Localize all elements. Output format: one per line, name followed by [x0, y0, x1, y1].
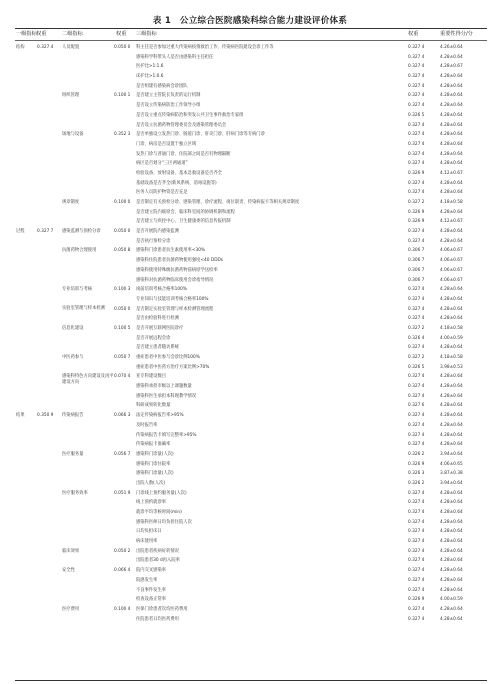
score-cell: 4.06±0.67 [440, 277, 463, 283]
weight3-cell: 0.327 4 [408, 616, 425, 622]
weight3-cell: 0.327 2 [408, 355, 425, 360]
score-cell: 4.28±0.64 [440, 548, 463, 554]
score-cell: 4.28±0.64 [440, 209, 463, 215]
weight3-cell: 0.327 4 [408, 132, 425, 138]
table-row [15, 140, 487, 150]
level3-cell: 检查设备正常率 [136, 597, 167, 603]
table-row [15, 159, 487, 169]
table-row [15, 111, 487, 121]
weight3-cell: 0.306 7 [408, 248, 425, 254]
level3-cell: 专业知识与技能培训考核合格率100% [136, 296, 209, 302]
score-cell: 4.28±0.64 [440, 151, 463, 157]
weight3-cell: 0.327 4 [408, 519, 425, 525]
score-cell: 4.28±0.64 [440, 403, 463, 409]
level3-cell: 感染科门诊患者抗生素使用率<30% [136, 248, 206, 254]
weight3-cell: 0.327 4 [408, 238, 425, 244]
weight3-cell: 0.327 4 [408, 384, 425, 390]
weight2-cell: 0.051 9 [114, 490, 131, 496]
level3-cell: 是否制定有关预检分诊、感染管理、诊疗流程、岗位职责、传染病报卡等相关规章制度 [136, 200, 300, 205]
weight3-cell: 0.326 9 [408, 597, 425, 603]
table-row [15, 576, 487, 586]
level3-cell: 日均负担床日 [136, 529, 162, 535]
weight3-cell: 0.327 4 [408, 413, 425, 419]
level2-cell: 组织管理 [62, 93, 80, 99]
weight2-cell: 0.100 1 [114, 93, 131, 99]
table-row [15, 431, 487, 441]
level3-cell: 及时报告率 [136, 422, 158, 428]
level3-cell: 住院患者日均医药费用 [136, 616, 179, 622]
score-cell: 4.12±0.67 [440, 219, 463, 225]
level2-cell: 中医药参与 [62, 355, 84, 360]
table-row [15, 605, 487, 615]
header-weight3: 权重 [408, 31, 419, 37]
weight3-cell: 0.327 4 [408, 45, 425, 50]
level3-cell: 是否建立院内联席会、临床科室间的协调机制和流程 [136, 209, 235, 215]
table-row [15, 150, 487, 160]
table-row [15, 91, 487, 101]
score-cell: 4.28±0.64 [440, 74, 463, 80]
table-row [15, 489, 487, 499]
weight3-cell: 0.327 4 [408, 287, 425, 293]
table-row [15, 498, 487, 508]
weight3-cell: 0.327 4 [408, 422, 425, 428]
score-cell: 4.28±0.64 [440, 442, 463, 448]
level1-cell: 过程 [16, 229, 25, 235]
table-row [15, 62, 487, 72]
weight2-cell: 0.100 4 [114, 606, 131, 612]
table-row [15, 53, 487, 63]
score-cell: 4.00±0.59 [440, 597, 463, 603]
table-row [15, 285, 487, 295]
table-row [15, 305, 487, 315]
level2-cell: 实验室管理与样本检测 [62, 306, 105, 312]
weight3-cell: 0.306 7 [408, 277, 425, 283]
header-weight2: 权重 [116, 31, 127, 37]
score-cell: 4.28±0.64 [440, 112, 463, 118]
level3-cell: 门诊、病房是否设置于独立区域 [136, 141, 197, 147]
table-row [15, 527, 487, 537]
weight3-cell: 0.327 4 [408, 587, 425, 593]
table-row [15, 82, 487, 92]
level2-cell: 抗菌药物合理使用 [62, 247, 97, 253]
level3-cell: 传染病报卡准确率 [136, 442, 171, 448]
level2-cell: 人员配置 [62, 45, 80, 50]
level2-cell: 感染科特色方向建设及再平建设方向 [62, 373, 114, 386]
score-cell: 4.28±0.64 [440, 558, 463, 564]
score-cell: 3.87±0.38 [440, 471, 463, 477]
score-cell: 4.28±0.64 [440, 316, 463, 322]
table-row [15, 411, 487, 421]
weight3-cell: 0.327 2 [408, 200, 425, 205]
level3-cell: 基础设备是否齐全(新风系统、消毒设施等) [136, 180, 217, 186]
level2-cell: 医疗服务量 [62, 451, 84, 457]
level2-cell: 医疗费用 [62, 606, 80, 612]
level1-cell: 结果 [16, 413, 25, 419]
weight2-cell: 0.070 4 [114, 374, 131, 380]
weight3-cell: 0.327 4 [408, 306, 425, 312]
score-cell: 4.28±0.64 [440, 103, 463, 109]
weight3-cell: 0.327 4 [408, 190, 425, 196]
score-cell: 3.94±0.64 [440, 451, 463, 457]
table-row [15, 276, 487, 286]
weight2-cell: 0.050 2 [114, 548, 131, 554]
score-cell: 4.28±0.64 [440, 190, 463, 196]
score-cell: 4.18±0.58 [440, 200, 463, 205]
level3-cell: 是否执行预检分诊 [136, 238, 171, 244]
weight3-cell: 0.327 4 [408, 568, 425, 574]
weight2-cell: 0.100 3 [114, 287, 131, 293]
level3-cell: 感染科医生承担本科理教学情况 [136, 393, 197, 399]
table-row [15, 421, 487, 431]
weight3-cell: 0.326 9 [408, 209, 425, 215]
level3-cell: 床护比>1:0.6 [136, 74, 164, 80]
table-row [15, 343, 487, 353]
weight1-cell: 0.327 7 [37, 229, 54, 235]
level3-cell: 出院人数(人次) [136, 480, 166, 486]
level3-cell: 检验设备、放射设备、基本急救设备是否齐全 [136, 170, 222, 176]
level3-cell: 感染科承担市级以上课题数量 [136, 384, 192, 390]
level3-cell: 出院患者疾病好转情况 [136, 548, 179, 554]
weight2-cell: 0.066 3 [114, 413, 131, 419]
score-cell: 4.28±0.64 [440, 374, 463, 380]
weight3-cell: 0.327 4 [408, 122, 425, 128]
level3-cell: 感染科门诊住院率 [136, 461, 171, 467]
level2-cell: 信息化建设 [62, 325, 84, 331]
table-row [15, 392, 487, 402]
score-cell: 4.28±0.64 [440, 577, 463, 583]
weight3-cell: 0.327 4 [408, 490, 425, 496]
level3-cell: 感染科学科带头人是否由感染科主任担任 [136, 54, 214, 60]
level3-cell: 感染科医师日均负担住院人次 [136, 519, 192, 525]
level2-cell: 专业培训与考核 [62, 286, 93, 292]
table-row [15, 547, 487, 557]
level3-cell: 是否制定实验室管理与样本检测管理流程 [136, 306, 214, 312]
table-row [15, 508, 487, 518]
score-cell: 4.28±0.64 [440, 510, 463, 515]
weight3-cell: 0.327 4 [408, 529, 425, 535]
table-row [15, 314, 487, 324]
weight1-cell: 0.350 9 [37, 413, 54, 419]
weight3-cell: 0.327 4 [408, 393, 425, 399]
weight2-cell: 0.100 0 [114, 200, 131, 205]
table-row [15, 363, 487, 373]
weight3-cell: 0.327 2 [408, 325, 425, 331]
level3-cell: 病床使用率 [136, 539, 158, 545]
level3-cell: 门诊线上预约服务量(人次) [136, 490, 187, 496]
score-cell: 4.28±0.64 [440, 141, 463, 147]
level3-cell: 是否建立主管院长负责的运行机制 [136, 93, 201, 99]
score-cell: 4.28±0.64 [440, 606, 463, 612]
score-cell: 4.28±0.67 [440, 64, 463, 70]
score-cell: 4.06±0.65 [440, 461, 463, 467]
header-rule [15, 40, 487, 41]
top-rule [15, 28, 487, 29]
level2-cell: 传染病报告 [62, 413, 84, 419]
header-weight1: 权重 [36, 31, 47, 37]
weight3-cell: 0.326 5 [408, 112, 425, 118]
score-cell: 4.28±0.64 [440, 529, 463, 535]
weight3-cell: 0.327 4 [408, 93, 425, 99]
weight3-cell: 0.326 9 [408, 219, 425, 225]
table-row [15, 217, 487, 227]
header-level2: 二级指标 [62, 31, 83, 37]
table-row [15, 246, 487, 256]
weight3-cell: 0.327 6 [408, 403, 425, 409]
score-cell: 4.28±0.64 [440, 93, 463, 99]
level3-cell: 院感发生率 [136, 577, 158, 583]
level3-cell: 出院患者30 d再入院率 [136, 558, 180, 564]
table-row [15, 130, 487, 140]
score-cell: 4.28±0.64 [440, 132, 463, 138]
weight2-cell: 0.066 4 [114, 568, 131, 574]
header-level3: 三级指标 [136, 31, 157, 37]
table-row [15, 537, 487, 547]
score-cell: 4.28±0.64 [440, 587, 463, 593]
score-cell: 4.28±0.64 [440, 432, 463, 438]
weight3-cell: 0.327 4 [408, 432, 425, 438]
table-row [15, 121, 487, 131]
level3-cell: 科主任是否参加过重大传染病疫情救治工作、传染病医院建设会诊工作等 [136, 45, 274, 50]
level3-cell: 医护比>1:1.6 [136, 64, 164, 70]
score-cell: 4.28±0.64 [440, 122, 463, 128]
level3-cell: 是否建立患者随访系统 [136, 345, 179, 351]
score-cell: 4.28±0.64 [440, 161, 463, 167]
score-cell: 4.28±0.64 [440, 83, 463, 89]
weight2-cell: 0.050 8 [114, 248, 131, 254]
table-row [15, 595, 487, 605]
table-row [15, 615, 487, 625]
level1-cell: 结构 [16, 45, 25, 50]
level2-cell: 安全性 [62, 568, 75, 574]
score-cell: 4.28±0.64 [440, 238, 463, 244]
level3-cell: 感染科门诊量(人次) [136, 471, 174, 477]
weight3-cell: 0.327 4 [408, 180, 425, 186]
level2-cell: 临床效果 [62, 548, 80, 554]
table-row [15, 101, 487, 111]
score-cell: 4.18±0.58 [440, 325, 463, 331]
score-cell: 4.28±0.64 [440, 616, 463, 622]
weight3-cell: 0.327 4 [408, 151, 425, 157]
level3-cell: 岗前培训考核合格率100% [136, 287, 187, 293]
level3-cell: 医保门诊患者次均医药费用 [136, 606, 188, 612]
level2-cell: 场地与设备 [62, 132, 84, 138]
score-cell: 4.28±0.64 [440, 306, 463, 312]
table-row [15, 43, 487, 53]
level3-cell: 不良事件发生率 [136, 587, 167, 593]
weight3-cell: 0.326 9 [408, 170, 425, 176]
weight3-cell: 0.327 4 [408, 539, 425, 545]
level3-cell: 病区是否划分“三区两通道” [136, 161, 188, 167]
level3-cell: 科研成果转化数量 [136, 403, 171, 409]
weight2-cell: 0.050 7 [114, 355, 131, 360]
score-cell: 4.28±0.64 [440, 413, 463, 419]
table-row [15, 440, 487, 450]
level3-cell: 亚专科建设数目 [136, 374, 167, 380]
score-cell: 4.28±0.64 [440, 422, 463, 428]
table-row [15, 372, 487, 386]
level3-cell: 是否组建有感染病会诊团队 [136, 83, 188, 89]
table-row [15, 324, 487, 334]
header-score: 重要性得分/分 [440, 31, 473, 37]
table-row [15, 227, 487, 237]
level3-cell: 是否设立重点传染病防治和突发公共卫生事件救治专家组 [136, 112, 244, 118]
weight3-cell: 0.306 7 [408, 267, 425, 273]
level3-cell: 线上预约就诊率 [136, 500, 167, 506]
weight3-cell: 0.326 3 [408, 471, 425, 477]
weight3-cell: 0.327 4 [408, 229, 425, 235]
weight3-cell: 0.327 4 [408, 510, 425, 515]
level3-cell: 感染科门诊量(人次) [136, 451, 174, 457]
weight3-cell: 0.327 4 [408, 103, 425, 109]
table-row [15, 353, 487, 363]
score-cell: 4.28±0.64 [440, 345, 463, 351]
weight3-cell: 0.327 4 [408, 606, 425, 612]
weight2-cell: 0.050 0 [114, 306, 131, 312]
table-row [15, 450, 487, 460]
level3-cell: 感染科对抗菌药物临床使用会诊指导情况 [136, 277, 214, 283]
score-cell: 4.12±0.67 [440, 170, 463, 176]
weight3-cell: 0.327 4 [408, 74, 425, 80]
level3-cell: 是否设立抗菌药物管理委员会及感染管理委员会 [136, 122, 227, 128]
weight3-cell: 0.327 4 [408, 577, 425, 583]
score-cell: 4.06±0.67 [440, 248, 463, 254]
weight3-cell: 0.327 4 [408, 316, 425, 322]
weight2-cell: 0.056 7 [114, 451, 131, 457]
weight3-cell: 0.327 4 [408, 54, 425, 60]
level3-cell: 就诊平均等候时间(min) [136, 510, 182, 515]
level3-cell: 传染病报告卡填写完整率>95% [136, 432, 197, 438]
level3-cell: 医务人员防护物资是否充足 [136, 190, 188, 196]
score-cell: 4.26±0.64 [440, 45, 463, 50]
weight3-cell: 0.326 5 [408, 364, 425, 370]
table-row [15, 382, 487, 392]
score-cell: 4.28±0.64 [440, 384, 463, 390]
score-cell: 4.28±0.64 [440, 287, 463, 293]
weight3-cell: 0.327 4 [408, 141, 425, 147]
weight3-cell: 0.327 4 [408, 442, 425, 448]
score-cell: 4.28±0.64 [440, 180, 463, 186]
level3-cell: 是否单独设立发热门诊、肠道门诊、肝炎门诊、肝病门诊等专病门诊 [136, 132, 265, 138]
table-row [15, 586, 487, 596]
weight3-cell: 0.326 9 [408, 461, 425, 467]
level3-cell: 是否设立传染病防治工作领导小组 [136, 103, 201, 109]
weight3-cell: 0.327 4 [408, 374, 425, 380]
score-cell: 4.06±0.67 [440, 267, 463, 273]
table-caption: 表 1 公立综合医院感染科综合能力建设评价体系 [152, 16, 348, 26]
weight3-cell: 0.326 2 [408, 480, 425, 486]
level2-cell: 医疗服务效率 [62, 490, 88, 496]
score-cell: 4.28±0.64 [440, 568, 463, 574]
table-row [15, 208, 487, 218]
level3-cell: 是否建立与疾控中心、卫生健康委的信息传报机制 [136, 219, 231, 225]
table-row [15, 295, 487, 305]
score-cell: 4.28±0.64 [440, 54, 463, 60]
level3-cell: 是否开展院内感染监测 [136, 229, 179, 235]
weight3-cell: 0.327 4 [408, 161, 425, 167]
header-level1: 一级指标 [16, 31, 37, 37]
table-row [15, 169, 487, 179]
table-row [15, 179, 487, 189]
score-cell: 3.94±0.64 [440, 480, 463, 486]
level3-cell: 是否开展远程会诊 [136, 335, 171, 341]
level3-cell: 是否开展互联网医院诊疗 [136, 325, 184, 331]
weight3-cell: 0.327 4 [408, 83, 425, 89]
score-cell: 4.18±0.58 [440, 355, 463, 360]
score-cell: 4.28±0.64 [440, 539, 463, 545]
weight3-cell: 0.327 4 [408, 500, 425, 506]
level2-cell: 感染监测与预检分诊 [62, 228, 101, 234]
level3-cell: 重症患者中医参与会诊比例100% [136, 355, 200, 360]
table-row [15, 566, 487, 576]
score-cell: 4.28±0.64 [440, 393, 463, 399]
table-row [15, 479, 487, 489]
weight3-cell: 0.306 7 [408, 258, 425, 264]
bottom-rule [15, 680, 487, 681]
score-cell: 4.06±0.67 [440, 258, 463, 264]
table-row [15, 556, 487, 566]
table-row [15, 334, 487, 344]
level3-cell: 感染科使用特殊级抗菌药物前病原学送检率 [136, 267, 218, 273]
weight3-cell: 0.327 4 [408, 558, 425, 564]
weight2-cell: 0.100 5 [114, 325, 131, 331]
score-cell: 4.28±0.64 [440, 490, 463, 496]
level3-cell: 法定传染病报告率>95% [136, 413, 184, 419]
weight3-cell: 0.327 4 [408, 345, 425, 351]
level3-cell: 重症患者中医药方治疗方案比例>70% [136, 364, 210, 370]
weight3-cell: 0.326 4 [408, 335, 425, 341]
level3-cell: 发热门诊与普通门诊、住院部之间是否有物理隔断 [136, 151, 231, 157]
weight3-cell: 0.326 2 [408, 451, 425, 457]
weight2-cell: 0.352 3 [114, 132, 131, 138]
weight2-cell: 0.050 0 [114, 229, 131, 235]
score-cell: 4.28±0.64 [440, 229, 463, 235]
table-row [15, 188, 487, 198]
table-row [15, 256, 487, 266]
level3-cell: 是否由检验科进行检测 [136, 316, 179, 322]
table-row [15, 518, 487, 528]
table-row [15, 198, 487, 208]
weight3-cell: 0.327 4 [408, 548, 425, 554]
score-cell: 4.00±0.59 [440, 335, 463, 341]
table-row [15, 401, 487, 411]
weight3-cell: 0.327 4 [408, 296, 425, 302]
table-row [15, 237, 487, 247]
table-row [15, 469, 487, 479]
weight1-cell: 0.327 4 [37, 45, 54, 50]
score-cell: 3.98±0.53 [440, 364, 463, 370]
weight3-cell: 0.327 4 [408, 64, 425, 70]
level3-cell: 院内交叉感染率 [136, 568, 167, 574]
weight2-cell: 0.050 0 [114, 45, 131, 50]
score-cell: 4.28±0.64 [440, 519, 463, 525]
table-body [15, 43, 487, 624]
score-cell: 4.28±0.64 [440, 296, 463, 302]
table-row [15, 460, 487, 470]
level2-cell: 规章制度 [62, 200, 80, 205]
table-row [15, 72, 487, 82]
table-row [15, 266, 487, 276]
score-cell: 4.28±0.64 [440, 500, 463, 506]
level3-cell: 感染科住院患者抗菌药物使用强度<40 DDDs [136, 258, 224, 264]
